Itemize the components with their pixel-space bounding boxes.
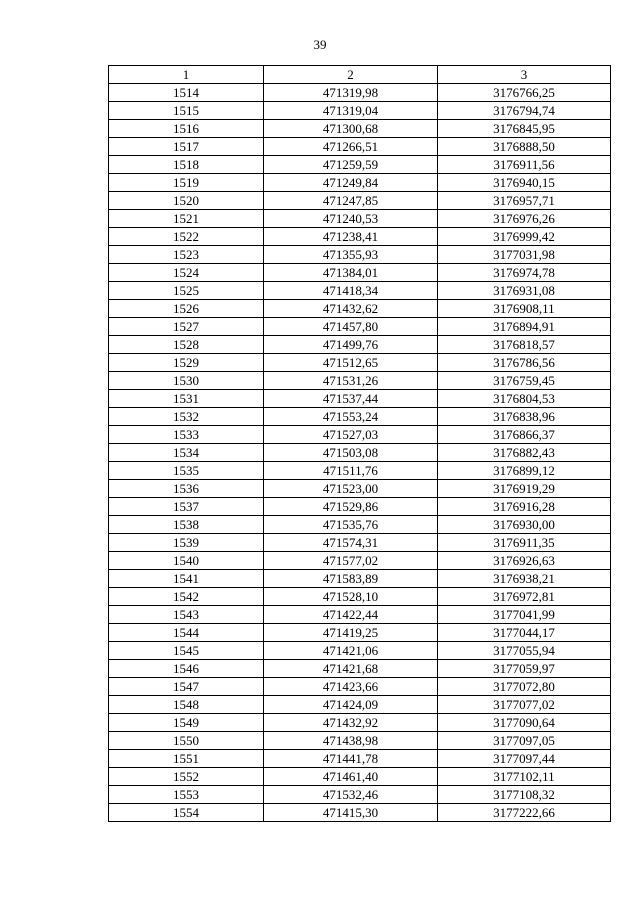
table-cell: 1546 (109, 660, 264, 678)
table-cell: 3177055,94 (438, 642, 611, 660)
table-cell: 471247,85 (264, 192, 438, 210)
table-row (109, 642, 611, 660)
table-cell: 1530 (109, 372, 264, 390)
table-row (109, 678, 611, 696)
table-row (109, 462, 611, 480)
table-cell: 3176838,96 (438, 408, 611, 426)
table-cell: 1552 (109, 768, 264, 786)
table-cell: 3176931,08 (438, 282, 611, 300)
table-cell: 1547 (109, 678, 264, 696)
table-row (109, 768, 611, 786)
table-cell: 3176786,56 (438, 354, 611, 372)
table-cell: 3176999,42 (438, 228, 611, 246)
table-cell: 471421,06 (264, 642, 438, 660)
table-cell: 471424,09 (264, 696, 438, 714)
table-row (109, 660, 611, 678)
table-cell: 1538 (109, 516, 264, 534)
table-row (109, 606, 611, 624)
table-cell: 3177059,97 (438, 660, 611, 678)
table-cell: 1536 (109, 480, 264, 498)
table-cell: 1520 (109, 192, 264, 210)
column-header: 3 (438, 66, 611, 84)
table-cell: 1534 (109, 444, 264, 462)
table-cell: 1529 (109, 354, 264, 372)
table-cell: 471415,30 (264, 804, 438, 822)
table-cell: 3177102,11 (438, 768, 611, 786)
table-cell: 3177031,98 (438, 246, 611, 264)
table-row (109, 372, 611, 390)
table-cell: 1533 (109, 426, 264, 444)
table-cell: 1516 (109, 120, 264, 138)
table-cell: 3176919,29 (438, 480, 611, 498)
table-cell: 471531,26 (264, 372, 438, 390)
table-cell: 471422,44 (264, 606, 438, 624)
table-row (109, 714, 611, 732)
table-cell: 1527 (109, 318, 264, 336)
table-cell: 3176972,81 (438, 588, 611, 606)
table-row (109, 138, 611, 156)
table-cell: 1553 (109, 786, 264, 804)
table-cell: 471583,89 (264, 570, 438, 588)
table-row (109, 246, 611, 264)
table-cell: 3176888,50 (438, 138, 611, 156)
table-cell: 1535 (109, 462, 264, 480)
table-row (109, 408, 611, 426)
table-cell: 3177097,05 (438, 732, 611, 750)
coordinates-table (108, 65, 611, 822)
table-cell: 471438,98 (264, 732, 438, 750)
table-cell: 1554 (109, 804, 264, 822)
table-row (109, 732, 611, 750)
table-row (109, 120, 611, 138)
table-cell: 3177222,66 (438, 804, 611, 822)
table-row (109, 570, 611, 588)
table-cell: 1532 (109, 408, 264, 426)
table-cell: 3176845,95 (438, 120, 611, 138)
table-cell: 3177090,64 (438, 714, 611, 732)
table-cell: 3177077,02 (438, 696, 611, 714)
table-cell: 3176882,43 (438, 444, 611, 462)
table-cell: 3176899,12 (438, 462, 611, 480)
table-row (109, 750, 611, 768)
table-row (109, 228, 611, 246)
table-row (109, 282, 611, 300)
table-cell: 1519 (109, 174, 264, 192)
table-row (109, 336, 611, 354)
table-cell: 3176794,74 (438, 102, 611, 120)
table-cell: 3176894,91 (438, 318, 611, 336)
table-cell: 471574,31 (264, 534, 438, 552)
table-cell: 471432,92 (264, 714, 438, 732)
table-row (109, 156, 611, 174)
table-cell: 3176940,15 (438, 174, 611, 192)
table-row (109, 516, 611, 534)
table-row (109, 84, 611, 102)
table-cell: 471249,84 (264, 174, 438, 192)
table-cell: 1528 (109, 336, 264, 354)
table-cell: 471457,80 (264, 318, 438, 336)
table-cell: 1544 (109, 624, 264, 642)
table-row (109, 696, 611, 714)
table-cell: 471499,76 (264, 336, 438, 354)
table-row (109, 300, 611, 318)
table-cell: 1531 (109, 390, 264, 408)
table-cell: 471319,98 (264, 84, 438, 102)
table-cell: 1524 (109, 264, 264, 282)
table-cell: 1541 (109, 570, 264, 588)
table-row (109, 480, 611, 498)
table-cell: 1525 (109, 282, 264, 300)
table-cell: 471355,93 (264, 246, 438, 264)
table-cell: 1551 (109, 750, 264, 768)
table-cell: 1523 (109, 246, 264, 264)
table-row (109, 390, 611, 408)
table-cell: 471503,08 (264, 444, 438, 462)
table-cell: 471432,62 (264, 300, 438, 318)
table-cell: 3176804,53 (438, 390, 611, 408)
table-row (109, 624, 611, 642)
table-cell: 3176866,37 (438, 426, 611, 444)
table-cell: 471319,04 (264, 102, 438, 120)
table-cell: 1549 (109, 714, 264, 732)
table-cell: 3176938,21 (438, 570, 611, 588)
table-body (109, 84, 611, 822)
table-row (109, 192, 611, 210)
table-cell: 471238,41 (264, 228, 438, 246)
table-cell: 471535,76 (264, 516, 438, 534)
table-cell: 471418,34 (264, 282, 438, 300)
table-cell: 1550 (109, 732, 264, 750)
table-cell: 471384,01 (264, 264, 438, 282)
table-cell: 1537 (109, 498, 264, 516)
table-cell: 3177041,99 (438, 606, 611, 624)
table-cell: 1543 (109, 606, 264, 624)
table-cell: 471527,03 (264, 426, 438, 444)
table-cell: 471523,00 (264, 480, 438, 498)
table-cell: 1545 (109, 642, 264, 660)
table-row (109, 174, 611, 192)
table-cell: 3177108,32 (438, 786, 611, 804)
table-cell: 471421,68 (264, 660, 438, 678)
table-cell: 3176818,57 (438, 336, 611, 354)
table-cell: 471528,10 (264, 588, 438, 606)
table-cell: 3176766,25 (438, 84, 611, 102)
table-cell: 1540 (109, 552, 264, 570)
table-row (109, 804, 611, 822)
table-cell: 1517 (109, 138, 264, 156)
table-row (109, 318, 611, 336)
column-header: 2 (264, 66, 438, 84)
table-cell: 471300,68 (264, 120, 438, 138)
table-cell: 471259,59 (264, 156, 438, 174)
table-cell: 3176916,28 (438, 498, 611, 516)
table-cell: 471461,40 (264, 768, 438, 786)
table-cell: 471512,65 (264, 354, 438, 372)
table-row (109, 210, 611, 228)
table-cell: 1522 (109, 228, 264, 246)
table-cell: 471441,78 (264, 750, 438, 768)
table-cell: 471511,76 (264, 462, 438, 480)
table-cell: 3177044,17 (438, 624, 611, 642)
table-cell: 3176930,00 (438, 516, 611, 534)
table-cell: 471240,53 (264, 210, 438, 228)
table-cell: 3177097,44 (438, 750, 611, 768)
table-row (109, 426, 611, 444)
table-row (109, 498, 611, 516)
table-cell: 3176957,71 (438, 192, 611, 210)
table-cell: 3176908,11 (438, 300, 611, 318)
table-row (109, 264, 611, 282)
table-cell: 1514 (109, 84, 264, 102)
table-row (109, 552, 611, 570)
table-cell: 1521 (109, 210, 264, 228)
table-row (109, 588, 611, 606)
table-row (109, 354, 611, 372)
table-cell: 1518 (109, 156, 264, 174)
table-cell: 3176976,26 (438, 210, 611, 228)
table-row (109, 534, 611, 552)
table-cell: 1542 (109, 588, 264, 606)
table-cell: 3176759,45 (438, 372, 611, 390)
table-cell: 3177072,80 (438, 678, 611, 696)
table-cell: 3176974,78 (438, 264, 611, 282)
table-cell: 471537,44 (264, 390, 438, 408)
table-cell: 471419,25 (264, 624, 438, 642)
table-row (109, 444, 611, 462)
table-cell: 3176911,35 (438, 534, 611, 552)
table-cell: 471423,66 (264, 678, 438, 696)
table-header-row (109, 66, 611, 84)
table-cell: 471553,24 (264, 408, 438, 426)
page-number: 39 (313, 37, 327, 52)
table-cell: 1539 (109, 534, 264, 552)
table-cell: 1526 (109, 300, 264, 318)
column-header: 1 (109, 66, 264, 84)
table-cell: 471532,46 (264, 786, 438, 804)
table-cell: 471266,51 (264, 138, 438, 156)
table-cell: 1548 (109, 696, 264, 714)
table-cell: 3176926,63 (438, 552, 611, 570)
table-cell: 1515 (109, 102, 264, 120)
table-cell: 471577,02 (264, 552, 438, 570)
table-row (109, 786, 611, 804)
table-cell: 471529,86 (264, 498, 438, 516)
table-cell: 3176911,56 (438, 156, 611, 174)
table-row (109, 102, 611, 120)
